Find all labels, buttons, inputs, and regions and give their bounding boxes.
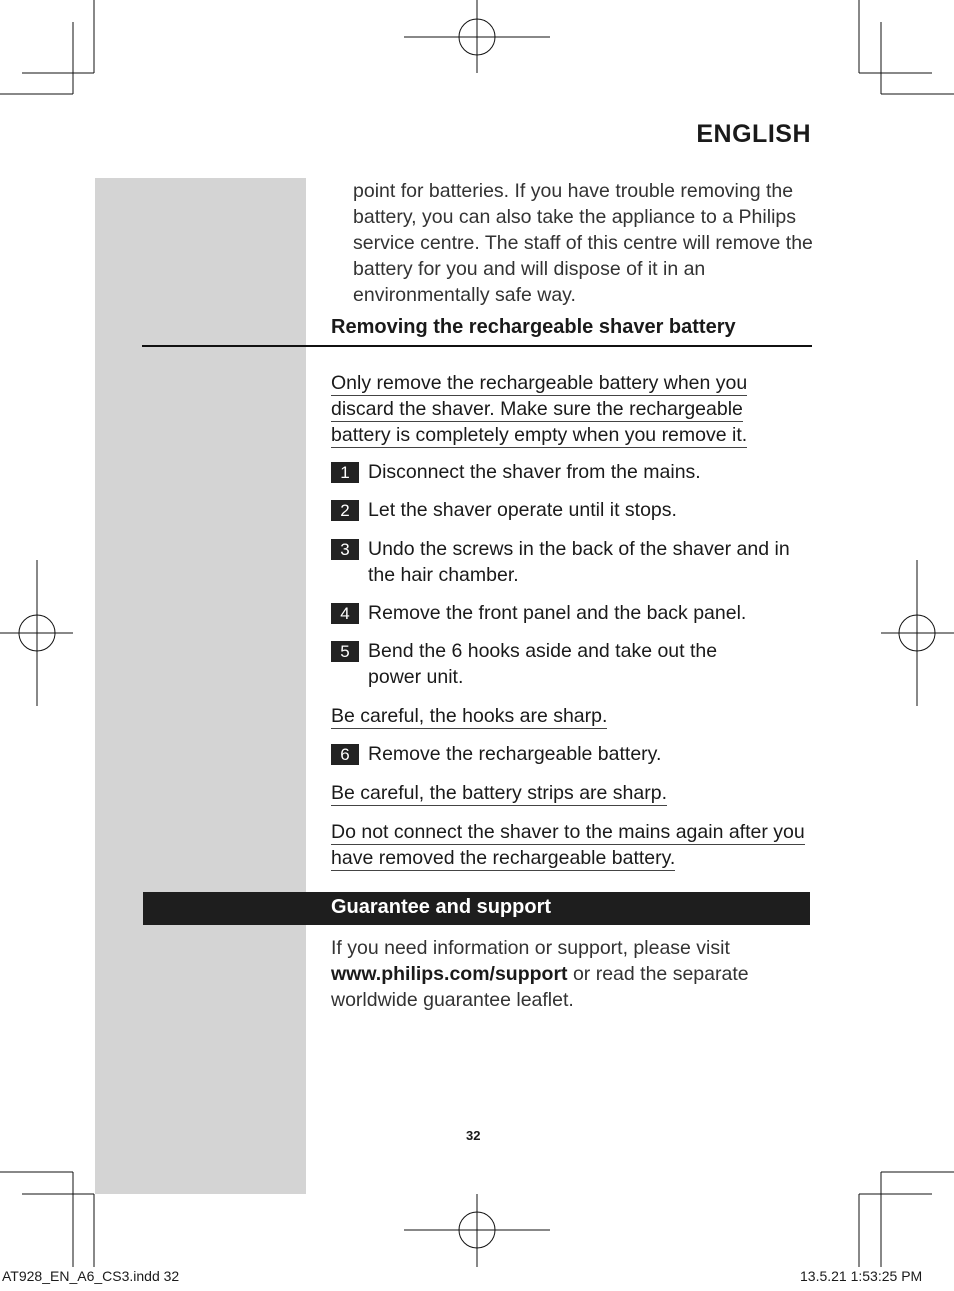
language-heading: ENGLISH xyxy=(696,120,811,148)
step-text: Bend the 6 hooks aside and take out the power unit. xyxy=(368,640,718,688)
step-item-5 xyxy=(331,638,771,690)
warning-mains-text: Do not connect the shaver to the mains again after you have removed the rechargeable battery. xyxy=(331,821,805,869)
section-divider xyxy=(142,345,812,347)
page-number: 32 xyxy=(466,1128,481,1143)
step-number: 2 xyxy=(331,500,359,521)
warning-discard xyxy=(331,370,801,448)
intro-paragraph: point for batteries. If you have trouble removing the battery, you can also take the appliance to a Philips service centre. The staff of this centre will remove the battery for you and will dispose of it in an environmentally safe way. xyxy=(353,180,813,306)
section-title-guarantee: Guarantee and support xyxy=(331,896,552,918)
step-number: 3 xyxy=(331,539,359,560)
step-item-4 xyxy=(331,600,811,626)
registration-mark-top xyxy=(404,0,550,73)
support-text-after: or read the separate worldwide guarantee leaflet. xyxy=(331,963,749,1011)
warning-discard-text: Only remove the rechargeable battery when you discard the shaver. Make sure the rechargeable battery is completely empty when you remove it. xyxy=(331,372,748,446)
step-number: 6 xyxy=(331,744,359,765)
registration-mark-right xyxy=(881,560,954,706)
warning-hooks-text: Be careful, the hooks are sharp. xyxy=(331,705,608,727)
step-text: Disconnect the shaver from the mains. xyxy=(368,461,701,483)
step-number: 5 xyxy=(331,641,359,662)
registration-mark-bottom xyxy=(404,1194,550,1267)
warning-hooks xyxy=(331,703,607,729)
step-item-3 xyxy=(331,536,811,588)
registration-mark-left xyxy=(0,560,73,706)
section-title-removing-battery: Removing the rechargeable shaver battery xyxy=(331,316,736,338)
step-text: Let the shaver operate until it stops. xyxy=(368,499,677,521)
warning-strips xyxy=(331,780,667,806)
step-text: Undo the screws in the back of the shaver and in the hair chamber. xyxy=(368,538,790,586)
date-slug: 13.5.21 1:53:25 PM xyxy=(800,1268,923,1284)
step-item-2 xyxy=(331,497,811,523)
file-slug: AT928_EN_A6_CS3.indd 32 xyxy=(2,1268,180,1284)
support-link[interactable]: www.philips.com/support xyxy=(331,963,568,985)
support-paragraph xyxy=(331,935,811,1013)
step-text: Remove the rechargeable battery. xyxy=(368,743,662,765)
step-item-6 xyxy=(331,741,811,767)
warning-mains xyxy=(331,819,813,871)
step-number: 1 xyxy=(331,462,359,483)
step-item-1 xyxy=(331,459,811,485)
step-number: 4 xyxy=(331,603,359,624)
warning-strips-text: Be careful, the battery strips are sharp. xyxy=(331,782,667,804)
step-text: Remove the front panel and the back panel. xyxy=(368,602,747,624)
support-text-before: If you need information or support, please visit xyxy=(331,937,730,959)
gray-margin-column xyxy=(95,178,306,1194)
